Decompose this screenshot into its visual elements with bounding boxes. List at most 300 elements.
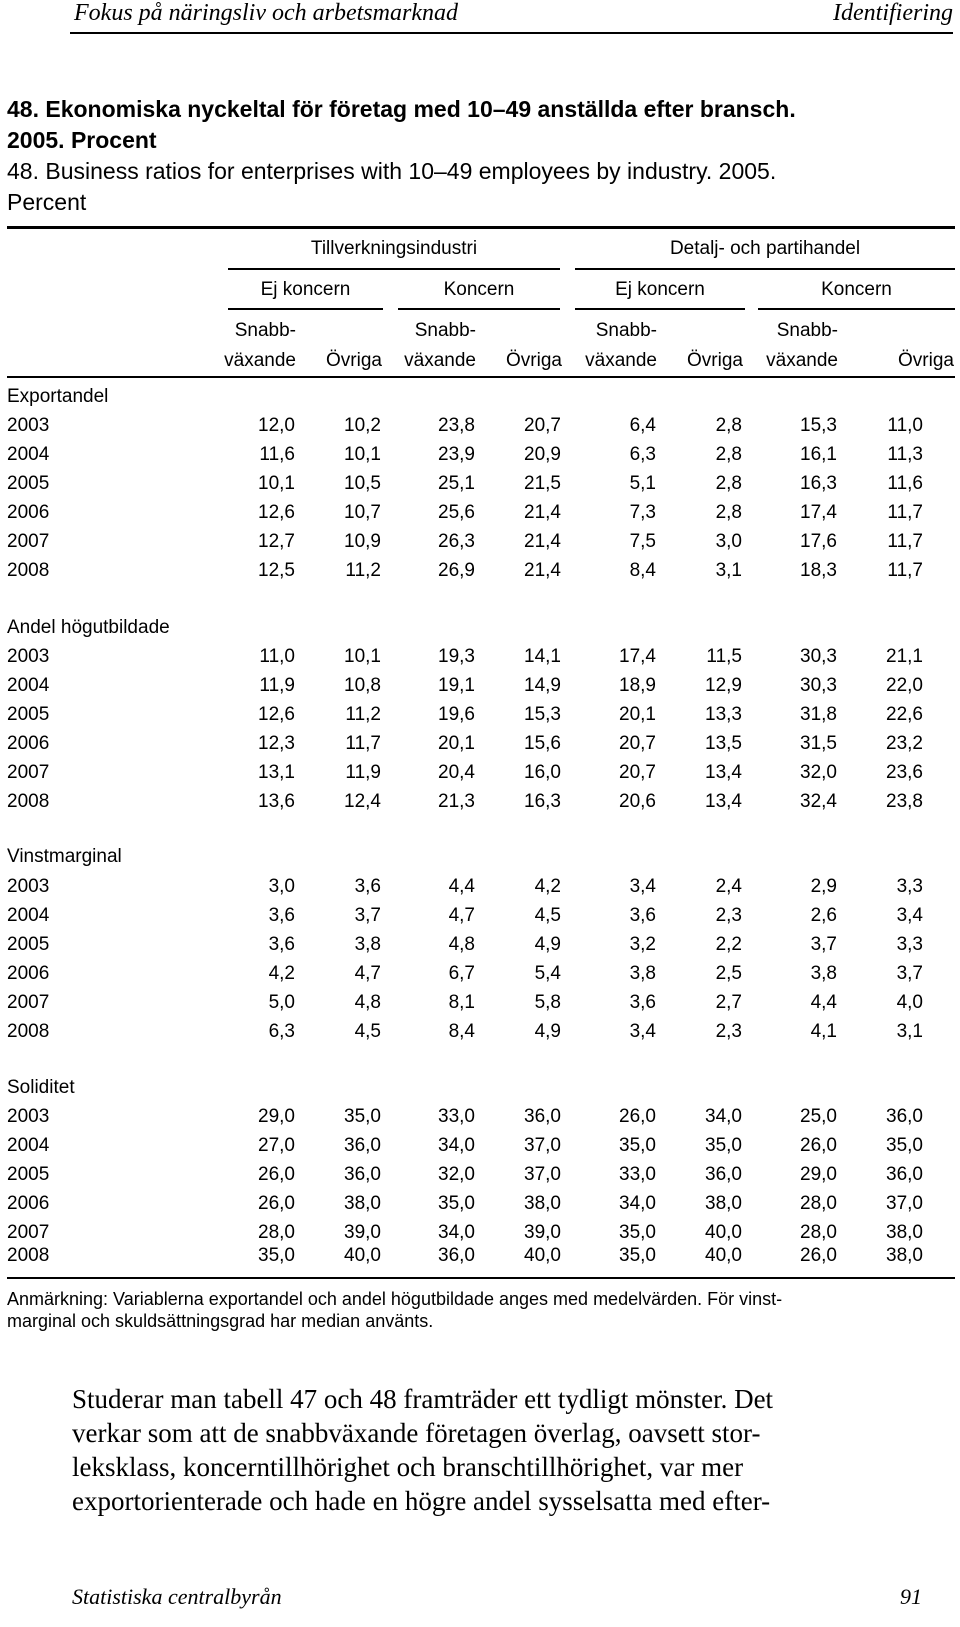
table-cell: 3,0 — [715, 531, 742, 552]
table-cell: 13,3 — [705, 704, 742, 725]
table-cell: 29,0 — [258, 1106, 295, 1127]
table-cell: 30,3 — [800, 646, 837, 667]
table-cell: 4,1 — [810, 1021, 837, 1042]
table-cell: 20,7 — [619, 733, 656, 754]
table-cell: 21,3 — [438, 791, 475, 812]
table-cell: 31,8 — [800, 704, 837, 725]
table-cell: 21,4 — [524, 502, 561, 523]
table-cell: 38,0 — [705, 1193, 742, 1214]
table-row — [7, 1106, 957, 1134]
table-cell: 36,0 — [705, 1164, 742, 1185]
table-cell: 20,1 — [619, 704, 656, 725]
table-cell: 4,7 — [448, 905, 475, 926]
table-cell: 4,8 — [354, 992, 381, 1013]
table-cell: 16,3 — [524, 791, 561, 812]
table-cell: 12,3 — [258, 733, 295, 754]
table-cell: 3,7 — [810, 934, 837, 955]
table-cell: 11,6 — [887, 473, 923, 494]
table-cell: 10,2 — [344, 415, 381, 436]
table-row — [7, 704, 957, 732]
table-cell: 27,0 — [258, 1135, 295, 1156]
row-year: 2003 — [7, 876, 50, 897]
table-cell: 11,3 — [887, 444, 923, 465]
row-year: 2008 — [7, 1021, 50, 1042]
table-cell: 8,1 — [448, 992, 475, 1013]
industry-header-manufacturing: Tillverkningsindustri — [310, 238, 478, 259]
table-cell: 4,9 — [534, 1021, 561, 1042]
table-cell: 11,2 — [345, 704, 381, 725]
table-cell: 2,8 — [715, 444, 742, 465]
table-cell: 11,7 — [887, 560, 923, 581]
running-header-right: Identifiering — [833, 0, 953, 26]
table-cell: 33,0 — [438, 1106, 475, 1127]
table-cell: 3,8 — [629, 963, 656, 984]
table-cell: 37,0 — [524, 1135, 561, 1156]
table-cell: 38,0 — [344, 1193, 381, 1214]
group-rule-1 — [228, 308, 383, 310]
table-row — [7, 934, 957, 962]
table-cell: 6,3 — [629, 444, 656, 465]
table-cell: 32,4 — [800, 791, 837, 812]
table-cell: 21,1 — [886, 646, 923, 667]
table-cell: 35,0 — [705, 1135, 742, 1156]
group-header-3: Ej koncern — [615, 279, 705, 300]
row-year: 2004 — [7, 905, 50, 926]
table-cell: 14,1 — [524, 646, 561, 667]
table-row — [7, 531, 957, 559]
table-cell: 37,0 — [886, 1193, 923, 1214]
table-cell: 5,4 — [534, 963, 561, 984]
table-cell: 3,4 — [629, 1021, 656, 1042]
table-row — [7, 992, 957, 1020]
row-year: 2003 — [7, 646, 50, 667]
row-year: 2004 — [7, 1135, 50, 1156]
section-label: Soliditet — [7, 1077, 75, 1098]
table-row — [7, 473, 957, 501]
table-cell: 2,2 — [715, 934, 742, 955]
table-cell: 11,0 — [259, 646, 295, 667]
table-cell: 4,7 — [354, 963, 381, 984]
table-cell: 20,7 — [619, 762, 656, 783]
table-cell: 2,3 — [715, 1021, 742, 1042]
table-cell: 10,5 — [344, 473, 381, 494]
table-cell: 28,0 — [258, 1222, 295, 1243]
table-cell: 3,1 — [896, 1021, 923, 1042]
group-rule-2 — [398, 308, 560, 310]
table-cell: 10,1 — [344, 646, 381, 667]
table-cell: 13,4 — [705, 791, 742, 812]
table-cell: 28,0 — [800, 1222, 837, 1243]
table-cell: 16,3 — [800, 473, 837, 494]
col-header-2-top — [302, 316, 382, 346]
table-cell: 3,8 — [810, 963, 837, 984]
row-year: 2006 — [7, 733, 50, 754]
table-row — [7, 415, 957, 443]
table-cell: 20,6 — [619, 791, 656, 812]
table-cell: 4,9 — [534, 934, 561, 955]
table-cell: 26,0 — [800, 1135, 837, 1156]
col-header-7-top: Snabb- — [776, 320, 838, 341]
col-header-8-bottom: Övriga — [898, 350, 954, 371]
industry-header-trade: Detalj- och partihandel — [669, 238, 861, 259]
table-cell: 13,6 — [258, 791, 295, 812]
table-cell: 26,3 — [438, 531, 475, 552]
row-year: 2008 — [7, 1245, 50, 1266]
group-header-1: Ej koncern — [260, 279, 351, 300]
table-cell: 4,5 — [534, 905, 561, 926]
table-cell: 40,0 — [344, 1245, 381, 1266]
table-cell: 17,6 — [800, 531, 837, 552]
table-cell: 26,0 — [258, 1193, 295, 1214]
table-cell: 37,0 — [524, 1164, 561, 1185]
table-note-line1: Anmärkning: Variablerna exportandel och andel högutbildade anges med medelvärden. För vinst- — [7, 1289, 783, 1309]
table-cell: 23,8 — [886, 791, 923, 812]
table-cell: 10,9 — [344, 531, 381, 552]
table-cell: 36,0 — [438, 1245, 475, 1266]
title-sv-line2: 2005. Procent — [7, 127, 157, 153]
col-header-2 — [302, 316, 382, 376]
table-cell: 22,6 — [886, 704, 923, 725]
table-cell: 20,1 — [438, 733, 475, 754]
table-cell: 11,0 — [887, 415, 923, 436]
footer-publisher: Statistiska centralbyrån — [72, 1584, 282, 1609]
table-cell: 26,0 — [800, 1245, 837, 1266]
industry-rule-manufacturing — [228, 268, 560, 270]
table-cell: 35,0 — [886, 1135, 923, 1156]
table-cell: 36,0 — [886, 1164, 923, 1185]
table-cell: 23,9 — [438, 444, 475, 465]
table-cell: 23,2 — [886, 733, 923, 754]
table-cell: 3,6 — [268, 934, 295, 955]
row-year: 2005 — [7, 934, 50, 955]
table-cell: 12,6 — [258, 502, 295, 523]
col-header-1 — [216, 316, 296, 376]
table-cell: 4,0 — [896, 992, 923, 1013]
table-cell: 11,9 — [259, 675, 295, 696]
table-cell: 17,4 — [800, 502, 837, 523]
table-cell: 3,1 — [715, 560, 742, 581]
table-cell: 13,5 — [705, 733, 742, 754]
running-header — [70, 0, 953, 34]
row-year: 2006 — [7, 502, 50, 523]
table-cell: 33,0 — [619, 1164, 656, 1185]
table-cell: 30,3 — [800, 675, 837, 696]
row-year: 2007 — [7, 992, 50, 1013]
table-cell: 35,0 — [258, 1245, 295, 1266]
col-header-1-bottom: växande — [224, 350, 296, 371]
col-header-2-bottom: Övriga — [326, 350, 382, 371]
col-header-4-top — [482, 316, 562, 346]
table-cell: 40,0 — [524, 1245, 561, 1266]
col-header-6-top — [663, 316, 743, 346]
table-cell: 3,0 — [268, 876, 295, 897]
table-cell: 16,0 — [524, 762, 561, 783]
table-cell: 38,0 — [886, 1245, 923, 1266]
table-note-line2: marginal och skuldsättningsgrad har median använts. — [7, 1311, 434, 1331]
table-cell: 8,4 — [448, 1021, 475, 1042]
table-cell: 34,0 — [438, 1222, 475, 1243]
row-year: 2003 — [7, 415, 50, 436]
table-cell: 7,5 — [629, 531, 656, 552]
table-cell: 36,0 — [344, 1164, 381, 1185]
table-row — [7, 876, 957, 904]
table-cell: 32,0 — [438, 1164, 475, 1185]
table-cell: 10,1 — [344, 444, 381, 465]
col-header-7 — [758, 316, 838, 376]
table-cell: 14,9 — [524, 675, 561, 696]
group-header-2: Koncern — [443, 279, 515, 300]
table-cell: 25,1 — [438, 473, 475, 494]
table-cell: 2,3 — [715, 905, 742, 926]
table-row — [7, 646, 957, 674]
row-year: 2007 — [7, 762, 50, 783]
table-cell: 23,6 — [886, 762, 923, 783]
row-year: 2007 — [7, 531, 50, 552]
col-header-5-top: Snabb- — [595, 320, 657, 341]
table-row — [7, 1193, 957, 1221]
group-header-4: Koncern — [821, 279, 892, 300]
table-cell: 35,0 — [619, 1135, 656, 1156]
col-header-6 — [663, 316, 743, 376]
col-header-8 — [874, 316, 954, 376]
table-cell: 3,3 — [896, 876, 923, 897]
table-cell: 36,0 — [886, 1106, 923, 1127]
row-year: 2004 — [7, 444, 50, 465]
col-header-7-bottom: växande — [766, 350, 838, 371]
table-cell: 11,7 — [887, 531, 923, 552]
group-rule-3 — [575, 308, 745, 310]
table-cell: 26,0 — [619, 1106, 656, 1127]
col-header-1-top: Snabb- — [234, 320, 296, 341]
group-rule-4 — [758, 308, 955, 310]
industry-rule-trade — [575, 268, 955, 270]
table-cell: 35,0 — [438, 1193, 475, 1214]
table-cell: 13,4 — [705, 762, 742, 783]
section-label: Andel högutbildade — [7, 617, 170, 638]
body-line-1: Studerar man tabell 47 och 48 framträder ett tydligt mönster. Det — [72, 1384, 774, 1414]
table-cell: 4,2 — [268, 963, 295, 984]
row-year: 2006 — [7, 963, 50, 984]
table-cell: 2,9 — [810, 876, 837, 897]
table-cell: 12,7 — [258, 531, 295, 552]
table-cell: 11,5 — [706, 646, 742, 667]
section-label: Vinstmarginal — [7, 846, 122, 867]
col-header-4 — [482, 316, 562, 376]
col-header-5-bottom: växande — [585, 350, 657, 371]
table-cell: 13,1 — [258, 762, 295, 783]
title-sv-line1: 48. Ekonomiska nyckeltal för företag med 10–49 anställda efter bransch. — [7, 96, 796, 122]
table-cell: 2,8 — [715, 502, 742, 523]
table-cell: 12,6 — [258, 704, 295, 725]
table-cell: 21,4 — [524, 560, 561, 581]
table-cell: 3,7 — [354, 905, 381, 926]
table-row — [7, 1164, 957, 1192]
table-cell: 3,4 — [629, 876, 656, 897]
table-row — [7, 762, 957, 790]
table-row — [7, 963, 957, 991]
table-cell: 20,7 — [524, 415, 561, 436]
table-cell: 25,0 — [800, 1106, 837, 1127]
running-header-left: Fokus på näringsliv och arbetsmarknad — [74, 0, 458, 26]
col-header-3 — [396, 316, 476, 376]
table-cell: 11,7 — [345, 733, 381, 754]
table-cell: 22,0 — [886, 675, 923, 696]
table-cell: 11,9 — [345, 762, 381, 783]
table-cell: 3,8 — [354, 934, 381, 955]
table-row — [7, 791, 957, 819]
table-bottom-rule — [7, 1277, 955, 1279]
table-cell: 5,1 — [629, 473, 656, 494]
table-cell: 15,3 — [524, 704, 561, 725]
body-line-2: verkar som att de snabbväxande företagen överlag, oavsett stor- — [72, 1418, 761, 1448]
table-cell: 35,0 — [619, 1222, 656, 1243]
table-cell: 4,4 — [448, 876, 475, 897]
row-year: 2007 — [7, 1222, 50, 1243]
title-en-line2: Percent — [7, 189, 87, 215]
table-cell: 3,7 — [896, 963, 923, 984]
table-cell: 26,0 — [258, 1164, 295, 1185]
table-row — [7, 1021, 957, 1049]
col-header-8-top — [874, 316, 954, 346]
table-cell: 10,8 — [344, 675, 381, 696]
table-cell: 19,1 — [438, 675, 475, 696]
table-cell: 32,0 — [800, 762, 837, 783]
table-cell: 3,6 — [629, 992, 656, 1013]
table-cell: 12,9 — [705, 675, 742, 696]
table-cell: 7,3 — [629, 502, 656, 523]
table-cell: 26,9 — [438, 560, 475, 581]
table-row — [7, 502, 957, 530]
table-cell: 5,8 — [534, 992, 561, 1013]
table-cell: 25,6 — [438, 502, 475, 523]
table-cell: 34,0 — [438, 1135, 475, 1156]
table-note — [7, 1288, 907, 1332]
table-cell: 18,3 — [800, 560, 837, 581]
table-cell: 20,9 — [524, 444, 561, 465]
table-row — [7, 1135, 957, 1163]
table-cell: 4,2 — [534, 876, 561, 897]
table-cell: 40,0 — [705, 1245, 742, 1266]
page-footer — [72, 1580, 922, 1616]
table-cell: 38,0 — [886, 1222, 923, 1243]
table-cell: 23,8 — [438, 415, 475, 436]
table-cell: 17,4 — [619, 646, 656, 667]
table-cell: 39,0 — [524, 1222, 561, 1243]
table-row — [7, 733, 957, 761]
table-top-rule — [7, 226, 955, 229]
row-year: 2006 — [7, 1193, 50, 1214]
row-year: 2008 — [7, 560, 50, 581]
table-cell: 6,7 — [448, 963, 475, 984]
table-cell: 3,6 — [268, 905, 295, 926]
table-cell: 39,0 — [344, 1222, 381, 1243]
col-header-3-top: Snabb- — [414, 320, 476, 341]
body-line-4: exportorienterade och hade en högre andel sysselsatta med efter- — [72, 1486, 771, 1516]
table-cell: 2,4 — [715, 876, 742, 897]
table-cell: 18,9 — [619, 675, 656, 696]
row-year: 2004 — [7, 675, 50, 696]
table-cell: 19,3 — [438, 646, 475, 667]
table-cell: 20,4 — [438, 762, 475, 783]
row-year: 2003 — [7, 1106, 50, 1127]
table-cell: 12,0 — [258, 415, 295, 436]
col-header-6-bottom: Övriga — [687, 350, 743, 371]
table-cell: 3,6 — [354, 876, 381, 897]
table-cell: 3,4 — [896, 905, 923, 926]
table-cell: 4,5 — [354, 1021, 381, 1042]
header-bottom-rule — [7, 376, 955, 378]
table-cell: 6,4 — [629, 415, 656, 436]
table-cell: 3,3 — [896, 934, 923, 955]
col-header-4-bottom: Övriga — [506, 350, 562, 371]
table-cell: 35,0 — [619, 1245, 656, 1266]
table-cell: 4,4 — [810, 992, 837, 1013]
table-row — [7, 444, 957, 472]
body-paragraph — [72, 1382, 902, 1518]
table-cell: 15,3 — [800, 415, 837, 436]
table-cell: 8,4 — [629, 560, 656, 581]
table-cell: 16,1 — [800, 444, 837, 465]
table-cell: 21,4 — [524, 531, 561, 552]
table-row — [7, 675, 957, 703]
table-cell: 40,0 — [705, 1222, 742, 1243]
table-cell: 11,7 — [887, 502, 923, 523]
table-row — [7, 560, 957, 588]
table-cell: 4,8 — [448, 934, 475, 955]
table-cell: 15,6 — [524, 733, 561, 754]
table-cell: 36,0 — [524, 1106, 561, 1127]
table-title — [7, 94, 796, 218]
table-cell: 6,3 — [268, 1021, 295, 1042]
table-cell: 2,6 — [810, 905, 837, 926]
table-cell: 12,5 — [258, 560, 295, 581]
table-row — [7, 905, 957, 933]
table-cell: 3,2 — [629, 934, 656, 955]
table-cell: 3,6 — [629, 905, 656, 926]
table-cell: 31,5 — [800, 733, 837, 754]
section-label: Exportandel — [7, 386, 109, 407]
table-cell: 19,6 — [438, 704, 475, 725]
table-cell: 35,0 — [344, 1106, 381, 1127]
table-cell: 2,8 — [715, 473, 742, 494]
table-cell: 10,1 — [258, 473, 295, 494]
table-row — [7, 1245, 957, 1273]
table-cell: 34,0 — [705, 1106, 742, 1127]
table-cell: 12,4 — [344, 791, 381, 812]
table-cell: 21,5 — [524, 473, 561, 494]
table-cell: 11,6 — [259, 444, 295, 465]
col-header-3-bottom: växande — [404, 350, 476, 371]
table-cell: 2,8 — [715, 415, 742, 436]
table-cell: 2,7 — [715, 992, 742, 1013]
table-cell: 28,0 — [800, 1193, 837, 1214]
table-cell: 11,2 — [345, 560, 381, 581]
row-year: 2008 — [7, 791, 50, 812]
table-cell: 29,0 — [800, 1164, 837, 1185]
table-cell: 5,0 — [268, 992, 295, 1013]
row-year: 2005 — [7, 473, 50, 494]
row-year: 2005 — [7, 1164, 50, 1185]
table-cell: 2,5 — [715, 963, 742, 984]
table-cell: 36,0 — [344, 1135, 381, 1156]
title-en-line1: 48. Business ratios for enterprises with 10–49 employees by industry. 2005. — [7, 158, 777, 184]
page-number: 91 — [900, 1584, 922, 1609]
table-cell: 10,7 — [344, 502, 381, 523]
table-cell: 34,0 — [619, 1193, 656, 1214]
body-line-3: leksklass, koncerntillhörighet och branschtillhörighet, var mer — [72, 1452, 744, 1482]
col-header-5 — [577, 316, 657, 376]
table-cell: 38,0 — [524, 1193, 561, 1214]
